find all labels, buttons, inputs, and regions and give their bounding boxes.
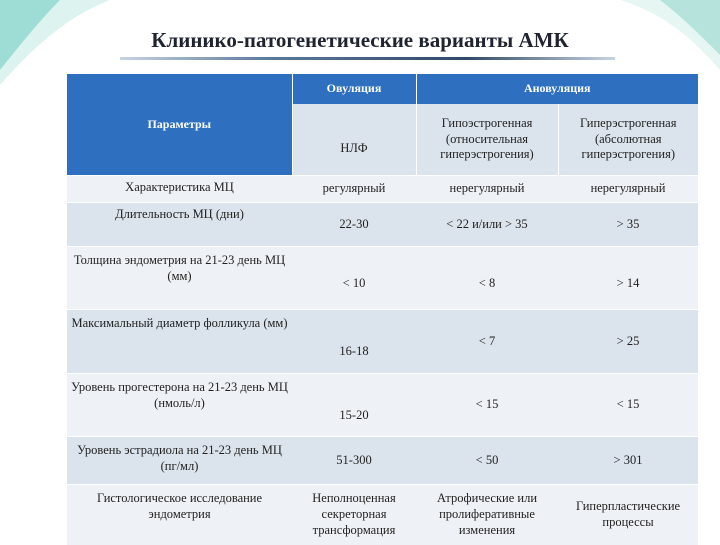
row-hypo: Атрофические или пролиферативные изменения [416, 485, 558, 545]
row-param: Толщина эндометрия на 21-23 день МЦ (мм) [67, 247, 292, 310]
row-hyper: Гиперпластические процессы [558, 485, 698, 545]
row-nlf: < 10 [292, 247, 416, 310]
table-row [67, 176, 698, 203]
row-hypo: < 15 [416, 374, 558, 437]
row-hypo: < 7 [416, 310, 558, 374]
header-anovulation: Ановуляция [416, 74, 698, 104]
row-nlf: 22-30 [292, 203, 416, 247]
row-nlf: 15-20 [292, 374, 416, 437]
row-hyper: > 25 [558, 310, 698, 374]
header-ovulation: Овуляция [292, 74, 416, 104]
row-hyper: > 301 [558, 437, 698, 485]
page-title: Клинико-патогенетические варианты АМК [151, 28, 569, 52]
row-hypo: < 22 и/или > 35 [416, 203, 558, 247]
row-hyper: > 35 [558, 203, 698, 247]
row-nlf: 16-18 [292, 310, 416, 374]
row-hyper: > 14 [558, 247, 698, 310]
header-hyperestrogenic: Гиперэстрогенная (абсолютная гиперэстрогения) [558, 104, 698, 176]
title-underline [120, 57, 615, 60]
table-row [67, 203, 698, 247]
amk-variants-table [67, 74, 698, 545]
row-param: Уровень эстрадиола на 21-23 день МЦ (пг/мл) [67, 437, 292, 485]
row-param: Уровень прогестерона на 21-23 день МЦ (нмоль/л) [67, 374, 292, 437]
row-hypo: < 8 [416, 247, 558, 310]
row-param: Длительность МЦ (дни) [67, 203, 292, 247]
table-row [67, 310, 698, 374]
row-hyper: нерегулярный [558, 176, 698, 203]
table-row [67, 247, 698, 310]
row-hypo: нерегулярный [416, 176, 558, 203]
row-param: Гистологическое исследование эндометрия [67, 485, 292, 545]
row-nlf: Неполноценная секреторная трансформация [292, 485, 416, 545]
row-param: Характеристика МЦ [67, 176, 292, 203]
header-nlf: НЛФ [292, 104, 416, 176]
row-hypo: < 50 [416, 437, 558, 485]
row-hyper: < 15 [558, 374, 698, 437]
table-row [67, 374, 698, 437]
header-parameters: Параметры [67, 74, 292, 176]
row-param: Максимальный диаметр фолликула (мм) [67, 310, 292, 374]
table-row [67, 437, 698, 485]
table-row [67, 485, 698, 545]
header-hypoestrogenic: Гипоэстрогенная (относительная гиперэстрогения) [416, 104, 558, 176]
row-nlf: 51-300 [292, 437, 416, 485]
row-nlf: регулярный [292, 176, 416, 203]
